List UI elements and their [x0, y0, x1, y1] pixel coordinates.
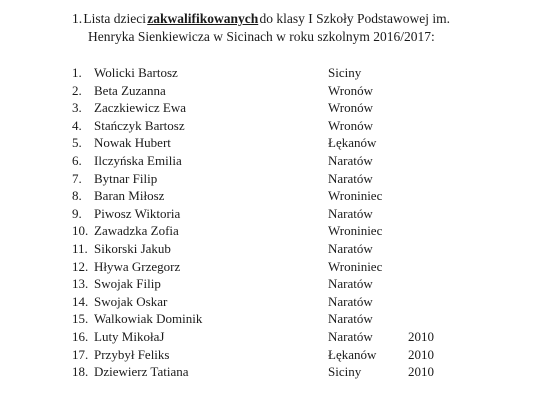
student-number: 10.: [72, 223, 89, 239]
student-name: Dziewierz Tatiana: [94, 364, 189, 380]
student-place: Wronów: [328, 117, 373, 133]
student-place: Naratów: [328, 152, 373, 168]
student-place: Wronów: [328, 82, 373, 98]
student-place: Łękanów: [328, 346, 377, 362]
student-number: 3.: [72, 100, 82, 116]
student-place: Wronów: [328, 100, 373, 116]
student-number: 13.: [72, 276, 89, 292]
student-number: 11.: [72, 240, 88, 256]
heading-part-2: do klasy I Szkoły Podstawowej im.: [259, 11, 450, 26]
student-number: 1.: [72, 65, 82, 80]
student-name: Luty MikołaJ: [94, 328, 165, 344]
student-year: 2010: [408, 346, 434, 362]
student-place: Wroniniec: [328, 188, 383, 204]
student-place: Naratów: [328, 276, 373, 292]
student-year: 2010: [408, 328, 434, 344]
student-place: Siciny: [328, 364, 362, 380]
student-name: Ilczyńska Emilia: [94, 152, 182, 168]
heading-line-2: Henryka Sienkiewicza w Sicinach w roku szkolnym 2016/2017:: [88, 29, 435, 44]
student-name: Sikorski Jakub: [94, 240, 171, 256]
student-name: Baran Miłosz: [94, 188, 165, 204]
student-number: 16.: [72, 328, 89, 344]
student-place: Naratów: [328, 293, 373, 309]
student-name: Nowak Hubert: [94, 135, 171, 151]
student-place: Naratów: [328, 240, 373, 256]
list-heading: [72, 10, 450, 46]
student-name: Swojak Filip: [94, 276, 161, 292]
student-number: 17.: [72, 346, 89, 362]
heading-number: 1.: [72, 11, 83, 26]
heading-line-1: [72, 10, 450, 28]
student-number: 15.: [72, 311, 89, 327]
student-number: 4.: [72, 117, 82, 133]
heading-part-1: Lista dzieci: [83, 11, 146, 26]
student-name: Przybył Feliks: [94, 346, 170, 362]
student-name: Beta Zuzanna: [94, 82, 166, 98]
student-name: Piwosz Wiktoria: [94, 205, 181, 221]
student-name: Walkowiak Dominik: [94, 311, 203, 327]
student-name: Zaczkiewicz Ewa: [94, 100, 187, 116]
student-number: 2.: [72, 82, 82, 98]
student-number: 8.: [72, 188, 82, 204]
student-number: 14.: [72, 293, 89, 309]
student-number: 12.: [72, 258, 89, 274]
heading-bold-word: zakwalifikowanych: [147, 11, 259, 26]
student-number: 5.: [72, 135, 82, 151]
student-name: Wolicki Bartosz: [94, 65, 178, 80]
student-number: 7.: [72, 170, 82, 186]
student-year: 2010: [408, 364, 434, 380]
student-place: Naratów: [328, 205, 373, 221]
student-place: Naratów: [328, 311, 373, 327]
student-number: 18.: [72, 364, 89, 380]
student-name: Swojak Oskar: [94, 293, 168, 309]
student-place: Wroniniec: [328, 223, 383, 239]
student-place: Wroniniec: [328, 258, 383, 274]
student-place: Naratów: [328, 170, 373, 186]
student-place: Łękanów: [328, 135, 377, 151]
student-place: Siciny: [328, 65, 362, 80]
student-number: 9.: [72, 205, 82, 221]
student-place: Naratów: [328, 328, 373, 344]
student-name: Hływa Grzegorz: [94, 258, 181, 274]
student-name: Zawadzka Zofia: [94, 223, 179, 239]
student-number: 6.: [72, 152, 82, 168]
student-name: Stańczyk Bartosz: [94, 117, 185, 133]
student-name: Bytnar Filip: [94, 170, 158, 186]
